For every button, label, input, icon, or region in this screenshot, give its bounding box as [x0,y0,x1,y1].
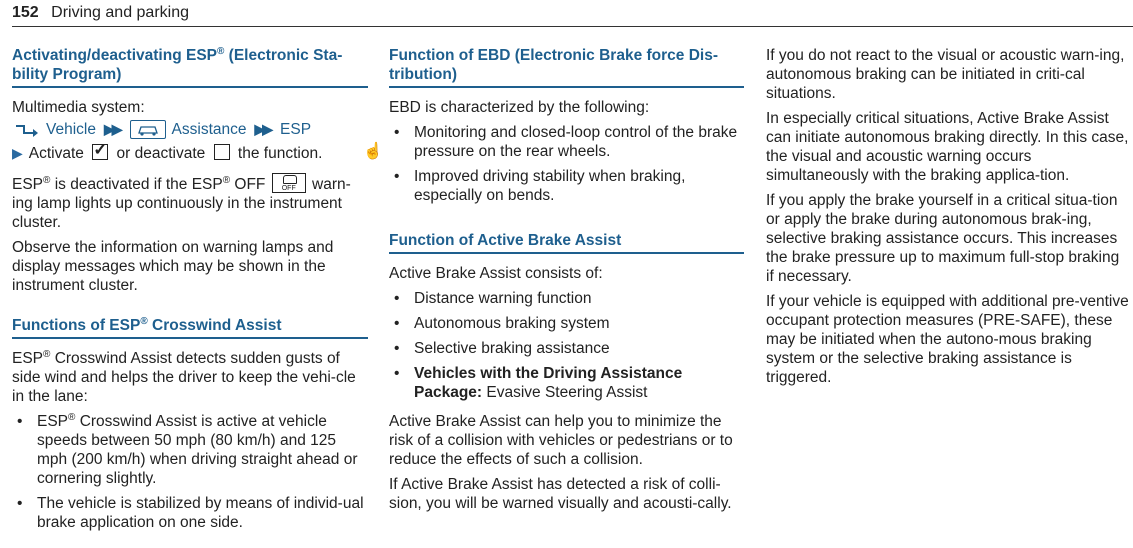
double-chevron-icon: ▶▶ [254,121,271,137]
list-item: • ESP® Crosswind Assist is active at vehicle speeds between 50 mph (80 km/h) and 125 mph (200 km/h) when driving straight ahead or cornering slightly. [12,412,368,488]
page-number: 152 [12,4,39,21]
nav-assistance-link[interactable]: Assistance [171,121,247,138]
observe-text: Observe the information on warning lamps and display messages which may be shown in the instrument cluster. [12,239,334,294]
activate-instruction: ▶ Activate ✓ or deactivate the function. [12,144,368,163]
nav-vehicle-link[interactable]: Vehicle [46,121,96,138]
list-item: • Distance warning function [389,289,744,308]
aba-list [389,289,744,402]
multimedia-label: Multimedia system: [12,99,145,116]
ebd-list [389,123,744,205]
column-left [12,46,368,532]
paragraph-1: If you do not react to the visual or acoustic warn-ing, autonomous braking can be initiated in criti-cal situations. [766,47,1125,102]
header-divider [12,26,1133,27]
aba-paragraph-1: Active Brake Assist can help you to minimize the risk of a collision with vehicles or pedestrians or to reduce the effects of such a collision. [389,413,733,468]
list-item: • Autonomous braking system [389,314,744,333]
play-icon: ▶ [12,145,23,161]
nav-arrow-icon [12,120,42,139]
column-right [766,46,1131,387]
list-item: • Improved driving stability when braking, especially on bends. [389,167,744,205]
list-item: • Vehicles with the Driving Assistance Package: Evasive Steering Assist [389,364,744,402]
paragraph-3: If you apply the brake yourself in a critical situa-tion or apply the brake during autonomous brak-ing, selective braking assistance occurs. This increases the brake pressure up to maximum full-stop braking if necessary. [766,192,1120,285]
paragraph-2: In especially critical situations, Active Brake Assist can initiate autonomous braking directly. In this case, the visual and acoustic warning occurs simultaneously with the braking applica-tion. [766,110,1129,184]
aba-paragraph-2: If Active Brake Assist has detected a risk of colli-sion, you will be warned visually and acousti-cally. [389,476,732,512]
nav-esp-link[interactable]: ESP [280,121,312,138]
checkbox-checked-icon[interactable] [92,144,108,160]
checkbox-empty-icon[interactable] [214,144,230,160]
paragraph-4: If your vehicle is equipped with additional pre-ventive occupant protection measures (PRE-SAFE), these may be initiated when the autono-mous braking system or the selective braking assistance is triggered. [766,293,1129,386]
list-item: • The vehicle is stabilized by means of individ-ual brake application on one side. [12,494,368,532]
section-title: Driving and parking [51,4,190,21]
double-chevron-icon: ▶▶ [103,121,120,137]
ebd-intro: EBD is characterized by the following: [389,99,650,116]
heading-ebd: Function of EBD (Electronic Brake force Dis-tribution) [389,46,744,88]
esp-deactivated-text: ESP® is deactivated if the ESP® OFF OFF warn- ing lamp lights up continuously in the instrument cluster. [12,175,351,231]
column-middle [389,46,744,513]
page-header [12,4,189,22]
car-assistance-icon [130,120,166,139]
crosswind-list [12,412,368,532]
list-item: • Selective braking assistance [389,339,744,358]
crosswind-intro: ESP® Crosswind Assist detects sudden gusts of side wind and helps the driver to keep the vehi-cle in the lane: [12,349,356,405]
aba-intro: Active Brake Assist consists of: [389,265,603,282]
heading-crosswind-assist: Functions of ESP® Crosswind Assist [12,316,368,339]
navigation-path [12,120,368,139]
list-item: • Monitoring and closed-loop control of the brake pressure on the rear wheels. [389,123,744,161]
heading-esp-activation: Activating/deactivating ESP® (Electronic Sta- bility Program) [12,46,368,88]
esp-off-warning-lamp-icon: OFF [272,173,306,193]
heading-active-brake-assist: Function of Active Brake Assist [389,231,744,254]
hand-cursor-icon: ☝ [363,143,383,160]
